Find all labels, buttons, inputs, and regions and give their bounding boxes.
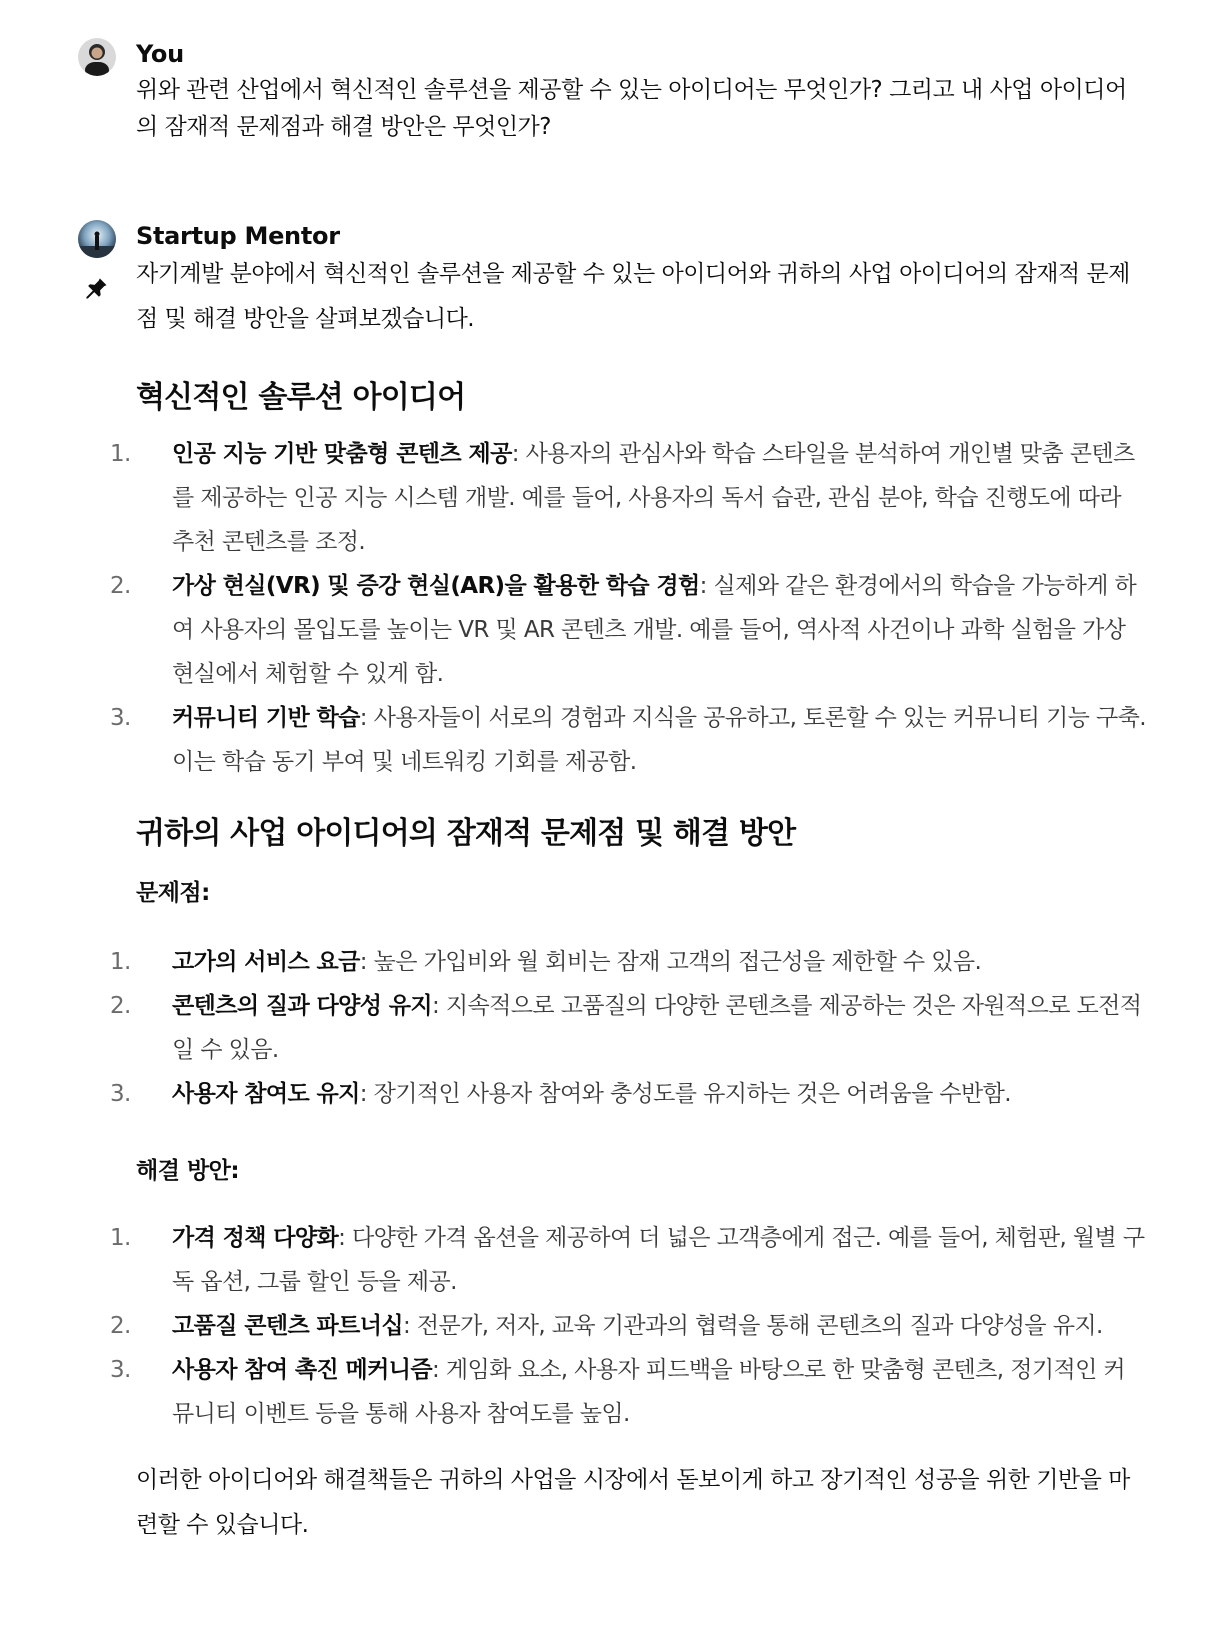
list-number: 2. (110, 573, 131, 599)
list-item (110, 696, 1146, 784)
assistant-avatar (78, 220, 116, 258)
list-item (110, 1304, 1146, 1348)
list-number: 3. (110, 1081, 131, 1107)
list-number: 1. (110, 1225, 131, 1251)
solutions-list (110, 1216, 1146, 1436)
item-title: 사용자 참여도 유지 (172, 1081, 360, 1107)
ideas-list (110, 432, 1146, 784)
list-item (110, 564, 1146, 696)
item-text: : 전문가, 저자, 교육 기관과의 협력을 통해 콘텐츠의 질과 다양성을 유지. (403, 1313, 1103, 1339)
solutions-label: 해결 방안: (136, 1158, 240, 1184)
user-message-text: 위와 관련 산업에서 혁신적인 솔루션을 제공할 수 있는 아이디어는 무엇인가? 그리고 내 사업 아이디어의 잠재적 문제점과 해결 방안은 무엇인가? (136, 77, 1127, 140)
item-text: : 지속적으로 고품질의 다양한 콘텐츠를 제공하는 것은 자원적으로 도전적일 수 있음. (172, 993, 1142, 1063)
item-title: 고가의 서비스 요금 (172, 949, 360, 975)
list-number: 2. (110, 1313, 131, 1339)
item-text: : 사용자들이 서로의 경험과 지식을 공유하고, 토론할 수 있는 커뮤니티 기능 구축. 이는 학습 동기 부여 및 네트워킹 기회를 제공함. (172, 705, 1146, 775)
list-number: 2. (110, 993, 131, 1019)
item-title: 커뮤니티 기반 학습 (172, 705, 360, 731)
item-title: 콘텐츠의 질과 다양성 유지 (172, 993, 433, 1019)
section-heading-ideas: 혁신적인 솔루션 아이디어 (136, 380, 466, 415)
assistant-conclusion: 이러한 아이디어와 해결책들은 귀하의 사업을 시장에서 돋보이게 하고 장기적인 성공을 위한 기반을 마련할 수 있습니다. (136, 1467, 1130, 1538)
item-title: 가상 현실(VR) 및 증강 현실(AR)을 활용한 학습 경험 (172, 573, 700, 599)
item-text: : 장기적인 사용자 참여와 충성도를 유지하는 것은 어려움을 수반함. (359, 1081, 1012, 1107)
item-title: 가격 정책 다양화 (172, 1225, 339, 1251)
item-text: : 사용자의 관심사와 학습 스타일을 분석하여 개인별 맞춤 콘텐츠를 제공하는 인공 지능 시스템 개발. 예를 들어, 사용자의 독서 습관, 관심 분야, 학습 진행도에 따라 추천 콘텐츠를 조정. (172, 441, 1135, 555)
list-item (110, 940, 1146, 984)
problems-label: 문제점: (136, 880, 210, 906)
item-text: : 다양한 가격 옵션을 제공하여 더 넓은 고객층에게 접근. 예를 들어, 체험판, 월별 구독 옵션, 그룹 할인 등을 제공. (172, 1225, 1145, 1295)
assistant-name: Startup Mentor (136, 222, 340, 250)
list-number: 1. (110, 441, 131, 467)
list-number: 3. (110, 1357, 131, 1383)
item-text: : 높은 가입비와 월 회비는 잠재 고객의 접근성을 제한할 수 있음. (359, 949, 982, 975)
list-item (110, 432, 1146, 564)
item-text: : 게임화 요소, 사용자 피드백을 바탕으로 한 맞춤형 콘텐츠, 정기적인 커뮤니티 이벤트 등을 통해 사용자 참여도를 높임. (172, 1357, 1126, 1427)
section-heading-problems-solutions: 귀하의 사업 아이디어의 잠재적 문제점 및 해결 방안 (136, 816, 796, 851)
list-number: 3. (110, 705, 131, 731)
list-item (110, 1216, 1146, 1304)
assistant-intro: 자기계발 분야에서 혁신적인 솔루션을 제공할 수 있는 아이디어와 귀하의 사업 아이디어의 잠재적 문제점 및 해결 방안을 살펴보겠습니다. (136, 261, 1130, 332)
item-title: 사용자 참여 촉진 메커니즘 (172, 1357, 433, 1383)
item-text: : 실제와 같은 환경에서의 학습을 가능하게 하여 사용자의 몰입도를 높이는 VR 및 AR 콘텐츠 개발. 예를 들어, 역사적 사건이나 과학 실험을 가상 현실에서 체험할 수 있게 함. (172, 573, 1137, 687)
user-avatar (78, 38, 116, 76)
list-item (110, 984, 1146, 1072)
list-item (110, 1072, 1146, 1116)
problems-list (110, 940, 1146, 1116)
item-title: 인공 지능 기반 맞춤형 콘텐츠 제공 (172, 441, 512, 467)
list-item (110, 1348, 1146, 1436)
user-name: You (136, 40, 184, 68)
list-number: 1. (110, 949, 131, 975)
item-title: 고품질 콘텐츠 파트너십 (172, 1313, 403, 1339)
pin-icon[interactable] (82, 274, 110, 302)
